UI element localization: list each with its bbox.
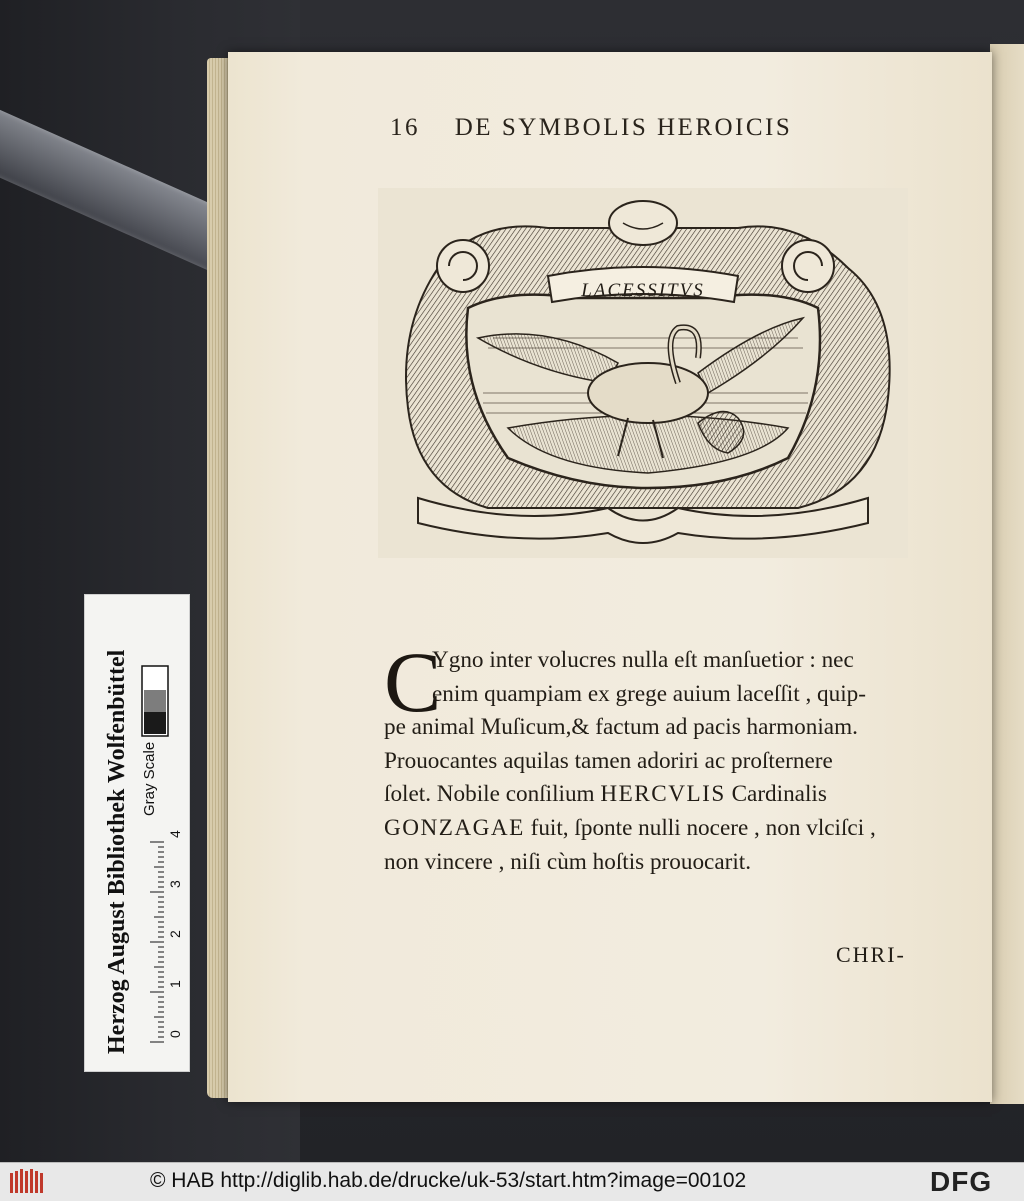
text-line-7: non vincere , niſi cùm hoſtis prouocarit.	[384, 848, 752, 875]
catchword: CHRI-	[836, 942, 906, 967]
text-line-5-a: ſolet. Nobile conſilium	[384, 781, 595, 808]
drop-capital: C	[384, 634, 442, 730]
ruler-mark-4: 4	[167, 830, 183, 838]
name-gonzaga: GONZAGAE	[384, 814, 525, 841]
emblem-engraving	[378, 188, 908, 558]
gray-patch-white	[144, 668, 166, 690]
text-line-6-b: fuit, ſponte nulli nocere , non vlciſci ,	[530, 814, 876, 841]
page-number: 16	[390, 114, 420, 141]
text-line-2: enim quampiam ex grege auium laceſſit , quip-	[432, 680, 866, 707]
text-line-1: Ygno inter volucres nulla eſt manſuetior : nec	[432, 647, 854, 673]
ruler-mark-2: 2	[167, 930, 183, 938]
text-line-5	[384, 778, 932, 812]
gray-scale-label: Gray Scale	[141, 741, 158, 816]
gray-patch-black	[144, 712, 166, 734]
name-hercules: HERCVLIS	[600, 781, 726, 808]
ruler-graphics	[84, 594, 188, 1070]
copyright-url[interactable]: © HAB http://diglib.hab.de/drucke/uk-53/start.htm?image=00102	[150, 1169, 747, 1192]
text-line-6	[384, 812, 932, 846]
emblem-motto: LACESSITVS	[581, 280, 705, 301]
footer-bar	[0, 1162, 1024, 1201]
body-paragraph	[384, 634, 932, 879]
gray-patch-mid	[144, 690, 166, 712]
dfg-logo: DFG	[930, 1166, 993, 1197]
ruler-mark-3: 3	[167, 880, 183, 888]
text-line-5-b: Cardinalis	[731, 781, 827, 808]
text-line-4: Prouocantes aquilas tamen adoriri ac proſternere	[384, 747, 833, 774]
running-header	[390, 114, 870, 154]
hab-library-icon	[10, 1169, 46, 1195]
ruler-mark-0: 0	[167, 1030, 183, 1038]
facing-page-edge	[990, 44, 1024, 1104]
ruler-institution: Herzog August Bibliothek Wolfenbüttel	[104, 649, 130, 1054]
text-line-3: pe animal Muſicum,& factum ad pacis harmoniam.	[384, 714, 858, 741]
ruler-mark-1: 1	[167, 980, 183, 988]
running-head-title: DE SYMBOLIS HEROICIS	[454, 114, 793, 141]
